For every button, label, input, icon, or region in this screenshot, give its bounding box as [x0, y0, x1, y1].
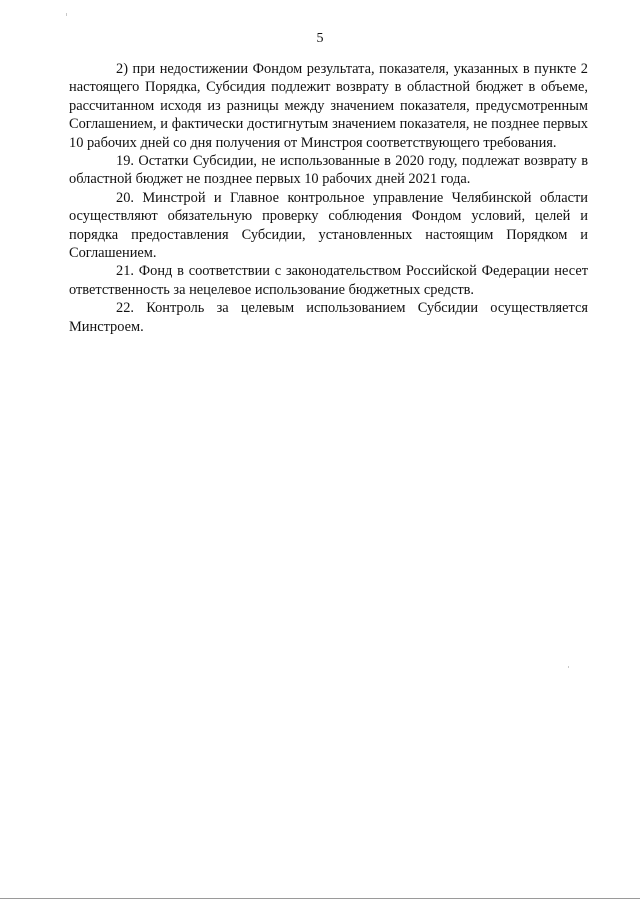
scan-bottom-edge: [0, 898, 640, 899]
paragraph-22-control: 22. Контроль за целевым использованием Субсидии осуществляется Минстроем.: [69, 300, 588, 335]
scan-artifact: [66, 13, 67, 16]
paragraph-21-liability: 21. Фонд в соответствии с законодательством Российской Федерации несет ответственность за нецелевое использование бюджетных средств.: [69, 263, 588, 298]
page-number: 5: [316, 31, 324, 46]
paragraph-19-unused-balance: 19. Остатки Субсидии, не использованные в 2020 году, подлежат возврату в областной бюджет не позднее первых 10 рабочих дней 2021 года.: [69, 153, 588, 188]
paragraph-20-compliance-audit: 20. Минстрой и Главное контрольное управление Челябинской области осуществляют обязательную проверку соблюдения Фондом условий, целей и порядка предоставления Субсидии, установленных настоящим Порядком и Соглашением.: [69, 189, 588, 262]
document-body: [69, 60, 588, 336]
scan-artifact: [568, 666, 569, 668]
paragraph-item-2-refund-on-underperformance: 2) при недостижении Фондом результата, показателя, указанных в пункте 2 настоящего Порядка, Субсидия подлежит возврату в областной бюджет в объеме, рассчитанном исходя из разницы между значением показателя, предусмотренным Соглашением, и фактически достигнутым значением показателя, не позднее первых 10 рабочих дней со дня получения от Минстроя соответствующего требования.: [69, 61, 588, 151]
